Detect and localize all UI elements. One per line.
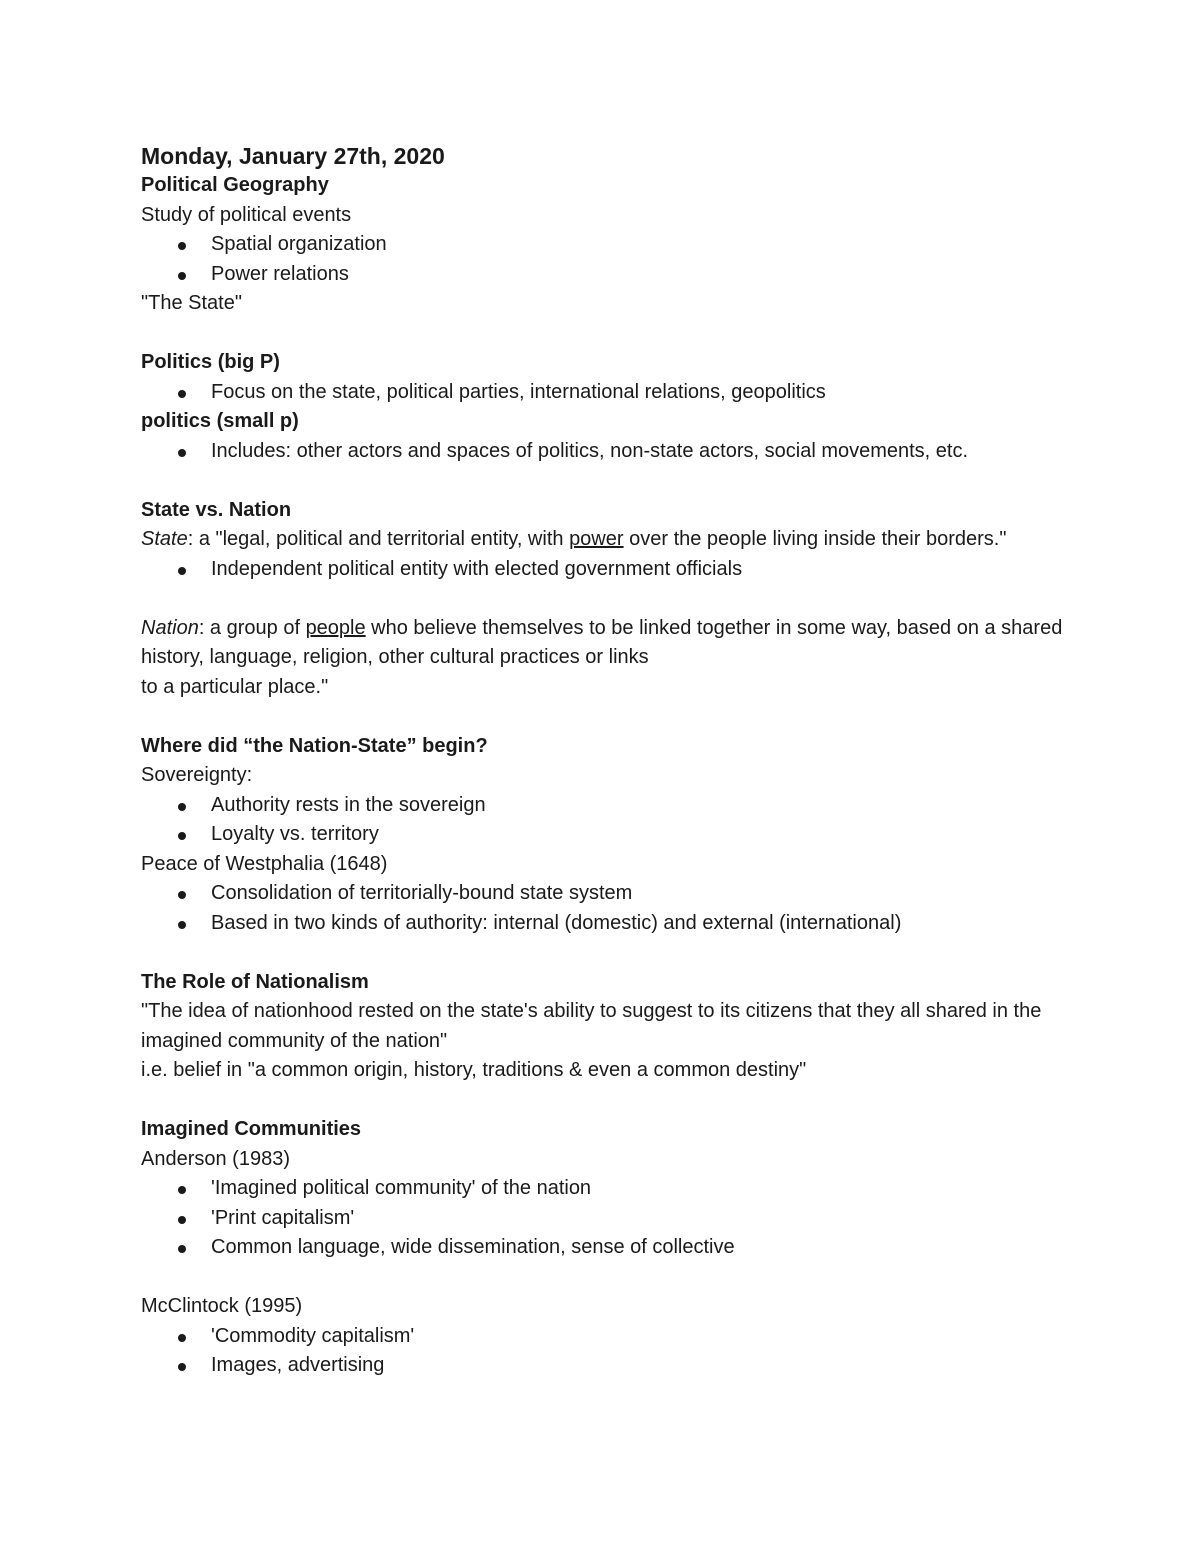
bullet-icon (178, 1334, 186, 1342)
section-heading-nation-state: Where did “the Nation-State” begin? (141, 734, 488, 757)
list-item: Consolidation of territorially-bound state system (141, 879, 1081, 909)
list-item: 'Print capitalism' (141, 1204, 1081, 1234)
list-item: Images, advertising (141, 1351, 1081, 1381)
section-heading-nationalism: The Role of Nationalism (141, 970, 369, 993)
nationalism-quote: "The idea of nationhood rested on the state's ability to suggest to its citizens that they all shared in the imagined community of the nation" (141, 1000, 1042, 1052)
state-term: State (141, 528, 188, 550)
blank-line (141, 319, 1081, 349)
anderson-list (141, 1174, 1081, 1263)
blank-line (141, 1086, 1081, 1116)
document-page (141, 140, 1081, 1381)
list-item: Common language, wide dissemination, sense of collective (141, 1233, 1081, 1263)
nation-definition-end: to a particular place." (141, 675, 329, 698)
list-item: Spatial organization (141, 230, 1081, 260)
list-item: Based in two kinds of authority: internal (domestic) and external (international) (141, 909, 1081, 939)
sovereignty-list (141, 791, 1081, 850)
list-item: Includes: other actors and spaces of politics, non-state actors, social movements, etc. (141, 437, 1081, 467)
blank-line (141, 584, 1081, 614)
bullet-icon (178, 832, 186, 840)
anderson-label: Anderson (1983) (141, 1147, 290, 1170)
section-heading-political-geography: Political Geography (141, 174, 329, 196)
mcclintock-list (141, 1322, 1081, 1381)
page-title: Monday, January 27th, 2020 (141, 143, 445, 169)
political-geography-list (141, 230, 1081, 289)
bullet-icon (178, 1245, 186, 1253)
nation-term: Nation (141, 616, 199, 639)
state-definition: State: a "legal, political and territorial entity, with power over the people living inside their borders." (141, 528, 1007, 550)
westphalia-list (141, 879, 1081, 938)
state-quote: "The State" (141, 292, 242, 314)
bullet-icon (178, 1216, 186, 1224)
list-item: 'Commodity capitalism' (141, 1322, 1081, 1352)
blank-line (141, 938, 1081, 968)
sovereignty-label: Sovereignty: (141, 764, 253, 786)
bullet-icon (178, 803, 186, 811)
section-heading-state-vs-nation: State vs. Nation (141, 498, 292, 521)
blank-line (141, 1263, 1081, 1293)
mcclintock-label: McClintock (1995) (141, 1295, 303, 1317)
bullet-icon (178, 390, 186, 398)
section-heading-imagined-communities: Imagined Communities (141, 1118, 362, 1140)
bullet-icon (178, 242, 186, 250)
list-item: Authority rests in the sovereign (141, 791, 1081, 821)
underlined-word-power: power (569, 528, 624, 550)
bullet-icon (178, 1363, 186, 1371)
bullet-icon (178, 1186, 186, 1194)
list-item: Independent political entity with elected government officials (141, 555, 1081, 585)
nationalism-belief: i.e. belief in "a common origin, history, traditions & even a common destiny" (141, 1059, 807, 1081)
bullet-icon (178, 567, 186, 575)
bullet-icon (178, 891, 186, 899)
political-geography-intro: Study of political events (141, 203, 352, 226)
state-list (141, 555, 1081, 585)
list-item: Power relations (141, 260, 1081, 290)
westphalia-label: Peace of Westphalia (1648) (141, 852, 388, 875)
section-heading-politics-big-p: Politics (big P) (141, 351, 280, 373)
politics-small-list (141, 437, 1081, 467)
bullet-icon (178, 449, 186, 457)
list-item: Focus on the state, political parties, international relations, geopolitics (141, 378, 1081, 408)
bullet-icon (178, 921, 186, 929)
section-heading-politics-small-p: politics (small p) (141, 410, 299, 432)
bullet-icon (178, 272, 186, 280)
underlined-word-people: people (305, 616, 366, 639)
list-item: Loyalty vs. territory (141, 820, 1081, 850)
politics-big-list (141, 378, 1081, 408)
blank-line (141, 466, 1081, 496)
blank-line (141, 702, 1081, 732)
list-item: 'Imagined political community' of the nation (141, 1174, 1081, 1204)
nation-definition: Nation: a group of people who believe themselves to be linked together in some way, based on a shared history, language, religion, other cultural practices or links (141, 616, 1063, 668)
